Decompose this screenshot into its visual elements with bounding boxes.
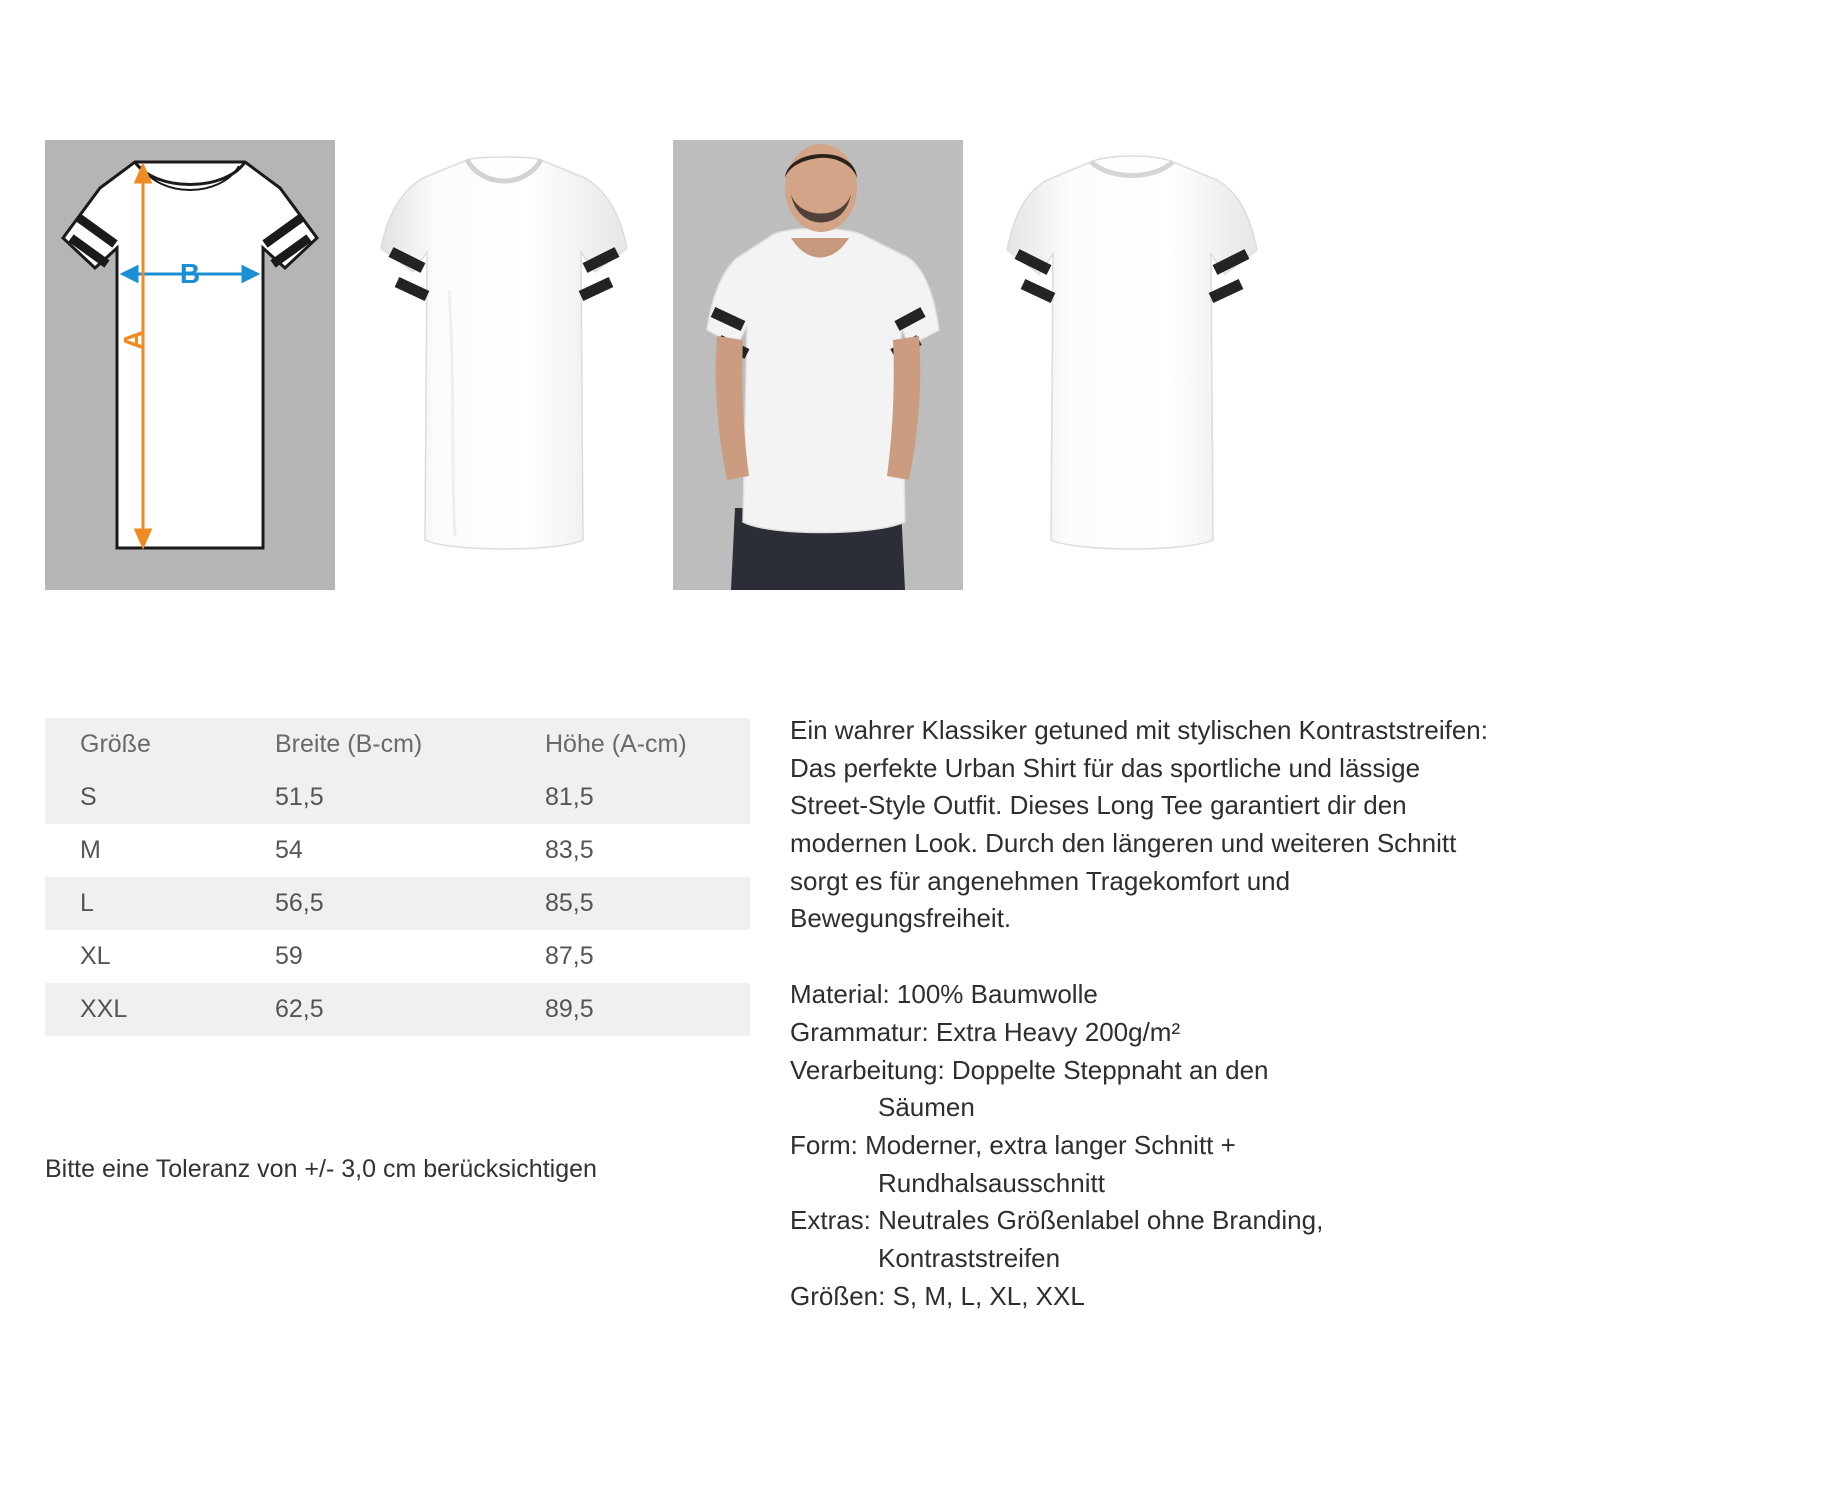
cell-height: 89,5	[545, 995, 594, 1023]
cell-size: S	[80, 783, 97, 811]
cell-size: XL	[80, 942, 111, 970]
spec-list	[790, 976, 1490, 1315]
size-table-header-row	[45, 718, 750, 771]
cell-height: 81,5	[545, 783, 594, 811]
table-row	[45, 824, 750, 877]
cell-height: 83,5	[545, 836, 594, 864]
table-row	[45, 771, 750, 824]
col-header-size: Größe	[80, 730, 151, 758]
cell-width: 54	[275, 836, 303, 864]
cell-width: 62,5	[275, 995, 324, 1023]
product-description	[790, 712, 1490, 1315]
spec-processing: Verarbeitung: Doppelte Steppnaht an den	[790, 1054, 1269, 1085]
shirt-front-view	[359, 140, 649, 590]
tolerance-note: Bitte eine Toleranz von +/- 3,0 cm berücksichtigen	[45, 1155, 597, 1183]
spec-processing-cont: Säumen	[878, 1092, 975, 1123]
cell-size: XXL	[80, 995, 128, 1023]
col-header-height: Höhe (A-cm)	[545, 730, 687, 758]
cell-height: 85,5	[545, 889, 594, 917]
spec-form-cont: Rundhalsausschnitt	[878, 1167, 1105, 1198]
cell-height: 87,5	[545, 942, 594, 970]
model-wearing-shirt	[673, 140, 963, 590]
cell-size: M	[80, 836, 101, 864]
cell-width: 59	[275, 942, 303, 970]
cell-size: L	[80, 889, 94, 917]
table-row	[45, 930, 750, 983]
cell-width: 51,5	[275, 783, 324, 811]
spec-form: Form: Moderner, extra langer Schnitt +	[790, 1129, 1236, 1160]
spec-extras: Extras: Neutrales Größenlabel ohne Branding,	[790, 1205, 1324, 1236]
spec-weight: Grammatur: Extra Heavy 200g/m²	[790, 1016, 1181, 1047]
spec-sizes: Größen: S, M, L, XL, XXL	[790, 1280, 1085, 1311]
spec-extras-cont: Kontraststreifen	[878, 1242, 1061, 1273]
size-table	[45, 718, 750, 1036]
svg-text:B: B	[179, 258, 201, 289]
spec-material: Material: 100% Baumwolle	[790, 979, 1098, 1010]
table-row	[45, 983, 750, 1036]
cell-width: 56,5	[275, 889, 324, 917]
description-paragraph: Ein wahrer Klassiker getuned mit stylischen Kontraststreifen: Das perfekte Urban Shirt für das sportliche und lässige Street-Style Outfit. Dieses Long Tee garantiert dir den modernen Look. Durch den längeren und weiteren Schnitt sorgt es für angenehmen Tragekomfort und Bewegungsfreiheit.	[790, 715, 1488, 934]
svg-text:A: A	[118, 329, 149, 351]
table-row	[45, 877, 750, 930]
product-image-strip	[45, 140, 1301, 590]
col-header-width: Breite (B-cm)	[275, 730, 423, 758]
technical-drawing	[45, 140, 335, 590]
shirt-back-view	[987, 140, 1277, 590]
